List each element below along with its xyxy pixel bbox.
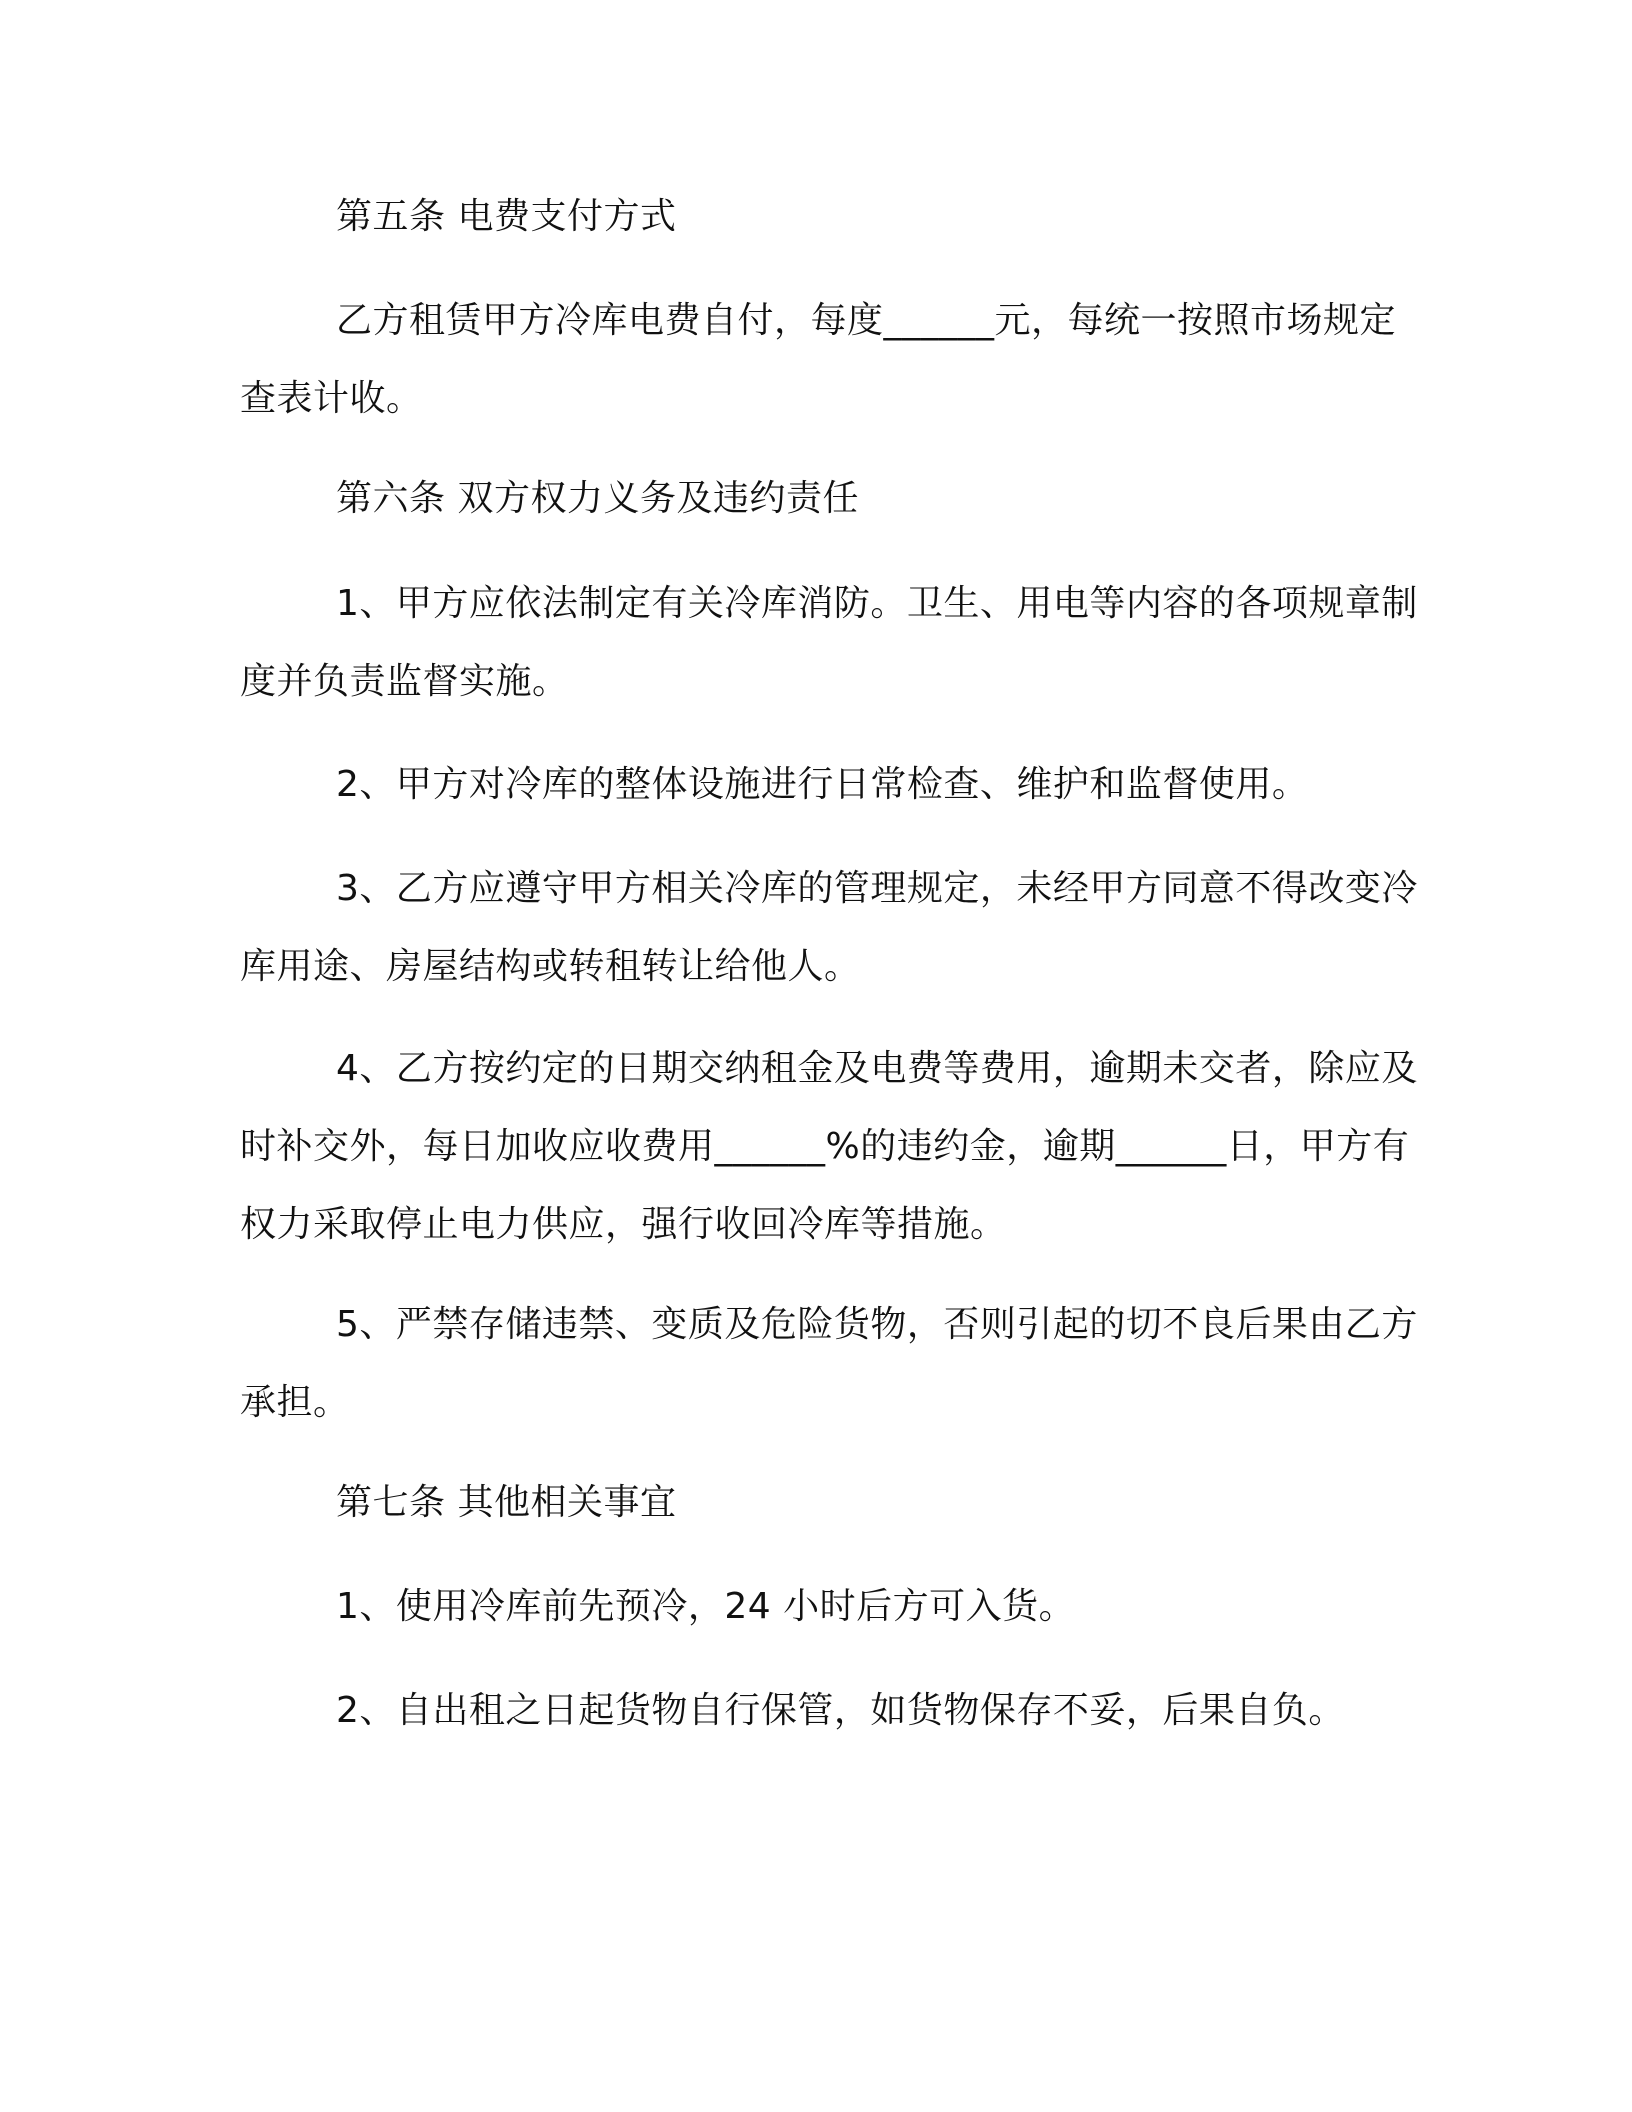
article-5-body: 乙方租赁甲方冷库电费自付，每度______元，每统一按照市场规定查表计收。: [240, 300, 1397, 419]
article-7-item-1: 1、使用冷库前先预冷，24 小时后方可入货。: [336, 1586, 1076, 1627]
article-6-item-5: 5、严禁存储违禁、变质及危险货物，否则引起的切不良后果由乙方承担。: [240, 1304, 1418, 1423]
article-7-heading: 第七条 其他相关事宜: [336, 1482, 677, 1523]
article-5-heading: 第五条 电费支付方式: [336, 196, 677, 237]
article-6-item-4: 4、乙方按约定的日期交纳租金及电费等费用，逾期未交者，除应及时补交外，每日加收应收费用______%的违约金，逾期______日，甲方有权力采取停止电力供应，强行收回冷库等措施。: [240, 1048, 1418, 1245]
article-6-item-1: 1、甲方应依法制定有关冷库消防。卫生、用电等内容的各项规章制度并负责监督实施。: [240, 583, 1418, 702]
article-6-item-2: 2、甲方对冷库的整体设施进行日常检查、维护和监督使用。: [336, 764, 1309, 805]
article-7-item-2: 2、自出租之日起货物自行保管，如货物保存不妥，后果自负。: [336, 1690, 1345, 1731]
article-6-heading: 第六条 双方权力义务及违约责任: [336, 478, 859, 519]
article-6-item-3: 3、乙方应遵守甲方相关冷库的管理规定，未经甲方同意不得改变冷库用途、房屋结构或转租转让给他人。: [240, 868, 1418, 987]
